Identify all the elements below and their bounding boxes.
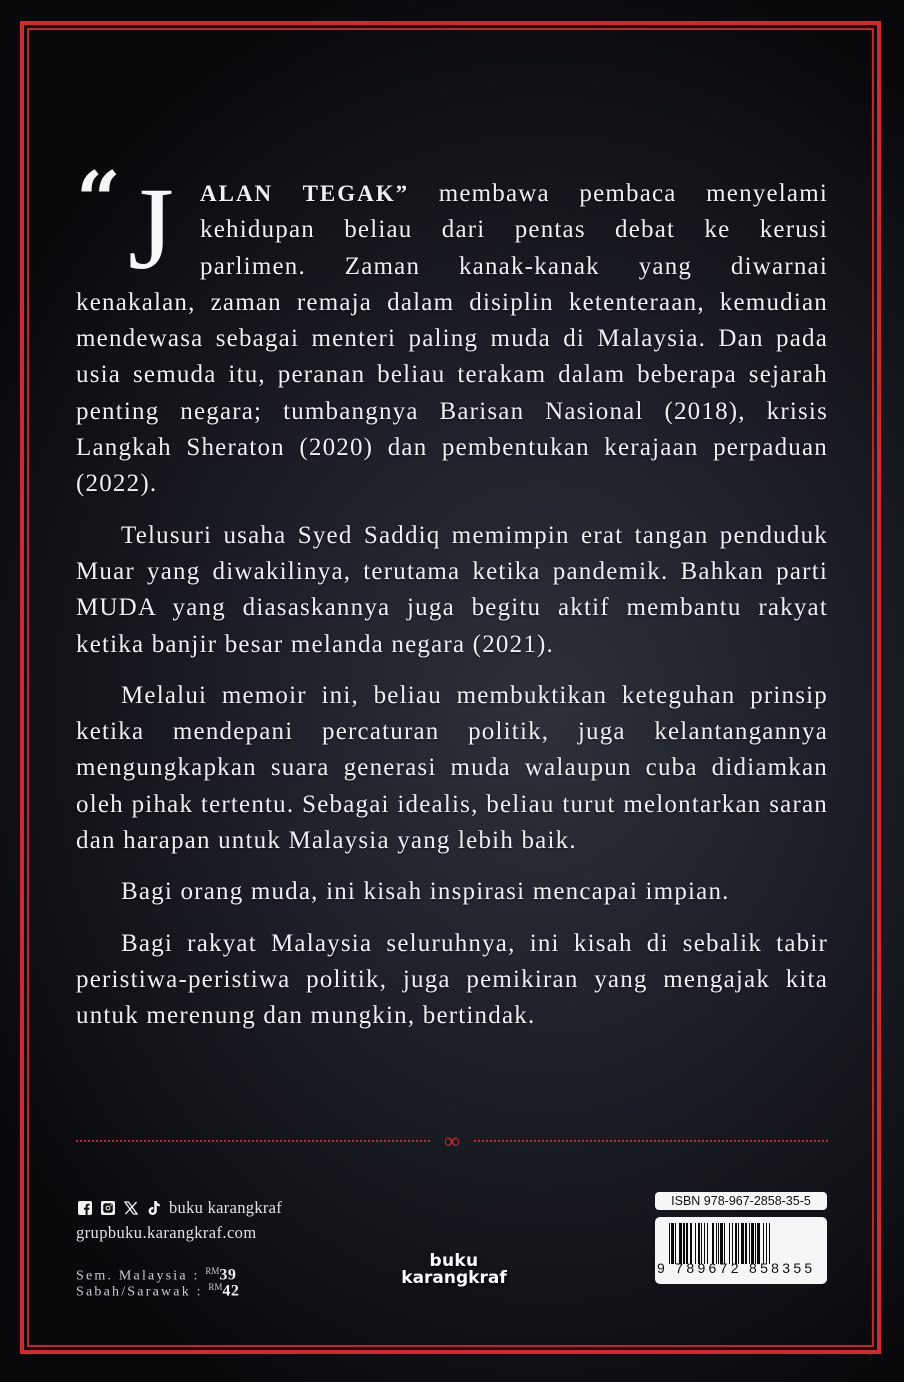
barcode-bars (669, 1223, 817, 1264)
isbn-label: ISBN 978-967-2858-35-5 (655, 1192, 827, 1210)
divider-dots-left (76, 1140, 430, 1142)
paragraph-5: Bagi rakyat Malaysia seluruhnya, ini kisah di sebalik tabir peristiwa-peristiwa politik, juga pemikiran yang mengajak kita untuk merenung dan mungkin, bertindak. (76, 929, 828, 1030)
price-peninsular: Sem. Malaysia : $^{RM}$39 (76, 1266, 237, 1284)
barcode-digits: 9 789672 858355 (657, 1260, 816, 1276)
synopsis-text (76, 155, 829, 1050)
intro-rest: kenakalan, zaman remaja dalam disiplin ketenteraan, kemudian mendewasa sebagai menteri paling muda di Malaysia. Dan pada usia semuda itu, peranan beliau terakam dalam beberapa sejarah penting negara; tumbangnya Barisan Nasional (2018), krisis Langkah Sheraton (2020) dan pembentukan kerajaan perpaduan (2022). (76, 288, 828, 498)
barcode (655, 1217, 827, 1284)
facebook-icon[interactable] (77, 1201, 92, 1216)
intro-line-1: ALAN TEGAK” membawa pembaca menyelami (200, 180, 829, 207)
intro-line-3: parlimen. Zaman kanak-kanak yang diwarnai (200, 252, 828, 280)
infinity-icon: ∞ (444, 1128, 460, 1153)
divider-dots-right (474, 1140, 828, 1142)
social-media-row (77, 1198, 282, 1218)
website-link[interactable]: grupbuku.karangkraf.com (76, 1223, 257, 1242)
instagram-icon[interactable] (100, 1201, 115, 1216)
social-handle: buku karangkraf (169, 1198, 283, 1217)
tiktok-icon[interactable] (146, 1201, 161, 1216)
intro-line-2: kehidupan beliau dari pentas debat ke kerusi (200, 216, 828, 244)
open-quote-mark: “ (76, 155, 121, 246)
paragraph-2: Telusuri usaha Syed Saddiq memimpin erat tangan penduduk Muar yang diwakilinya, terutama ketika pandemik. Bahkan parti MUDA yang diasaskannya juga begitu aktif membantu rakyat ketika banjir besar melanda negara (2021). (76, 521, 828, 658)
price-sabah-sarawak: Sabah/Sarawak : $^{RM}$42 (76, 1282, 240, 1300)
paragraph-3: Melalui memoir ini, beliau membuktikan keteguhan prinsip ketika mendepani percaturan politik, juga kelantangannya mengungkapkan suara generasi muda walaupun cuba didiamkan oleh pihak tertentu. Sebagai idealis, beliau turut melontarkan saran dan harapan untuk Malaysia yang lebih baik. (76, 681, 828, 855)
book-title: ALAN TEGAK” (200, 181, 410, 206)
publisher-logo: buku karangkraf (401, 1251, 507, 1288)
paragraph-4: Bagi orang muda, ini kisah inspirasi mencapai impian. (121, 878, 730, 906)
x-icon[interactable] (123, 1201, 138, 1216)
dotted-divider (76, 1128, 828, 1153)
intro-paragraph (76, 155, 829, 503)
drop-cap: J (128, 163, 174, 294)
